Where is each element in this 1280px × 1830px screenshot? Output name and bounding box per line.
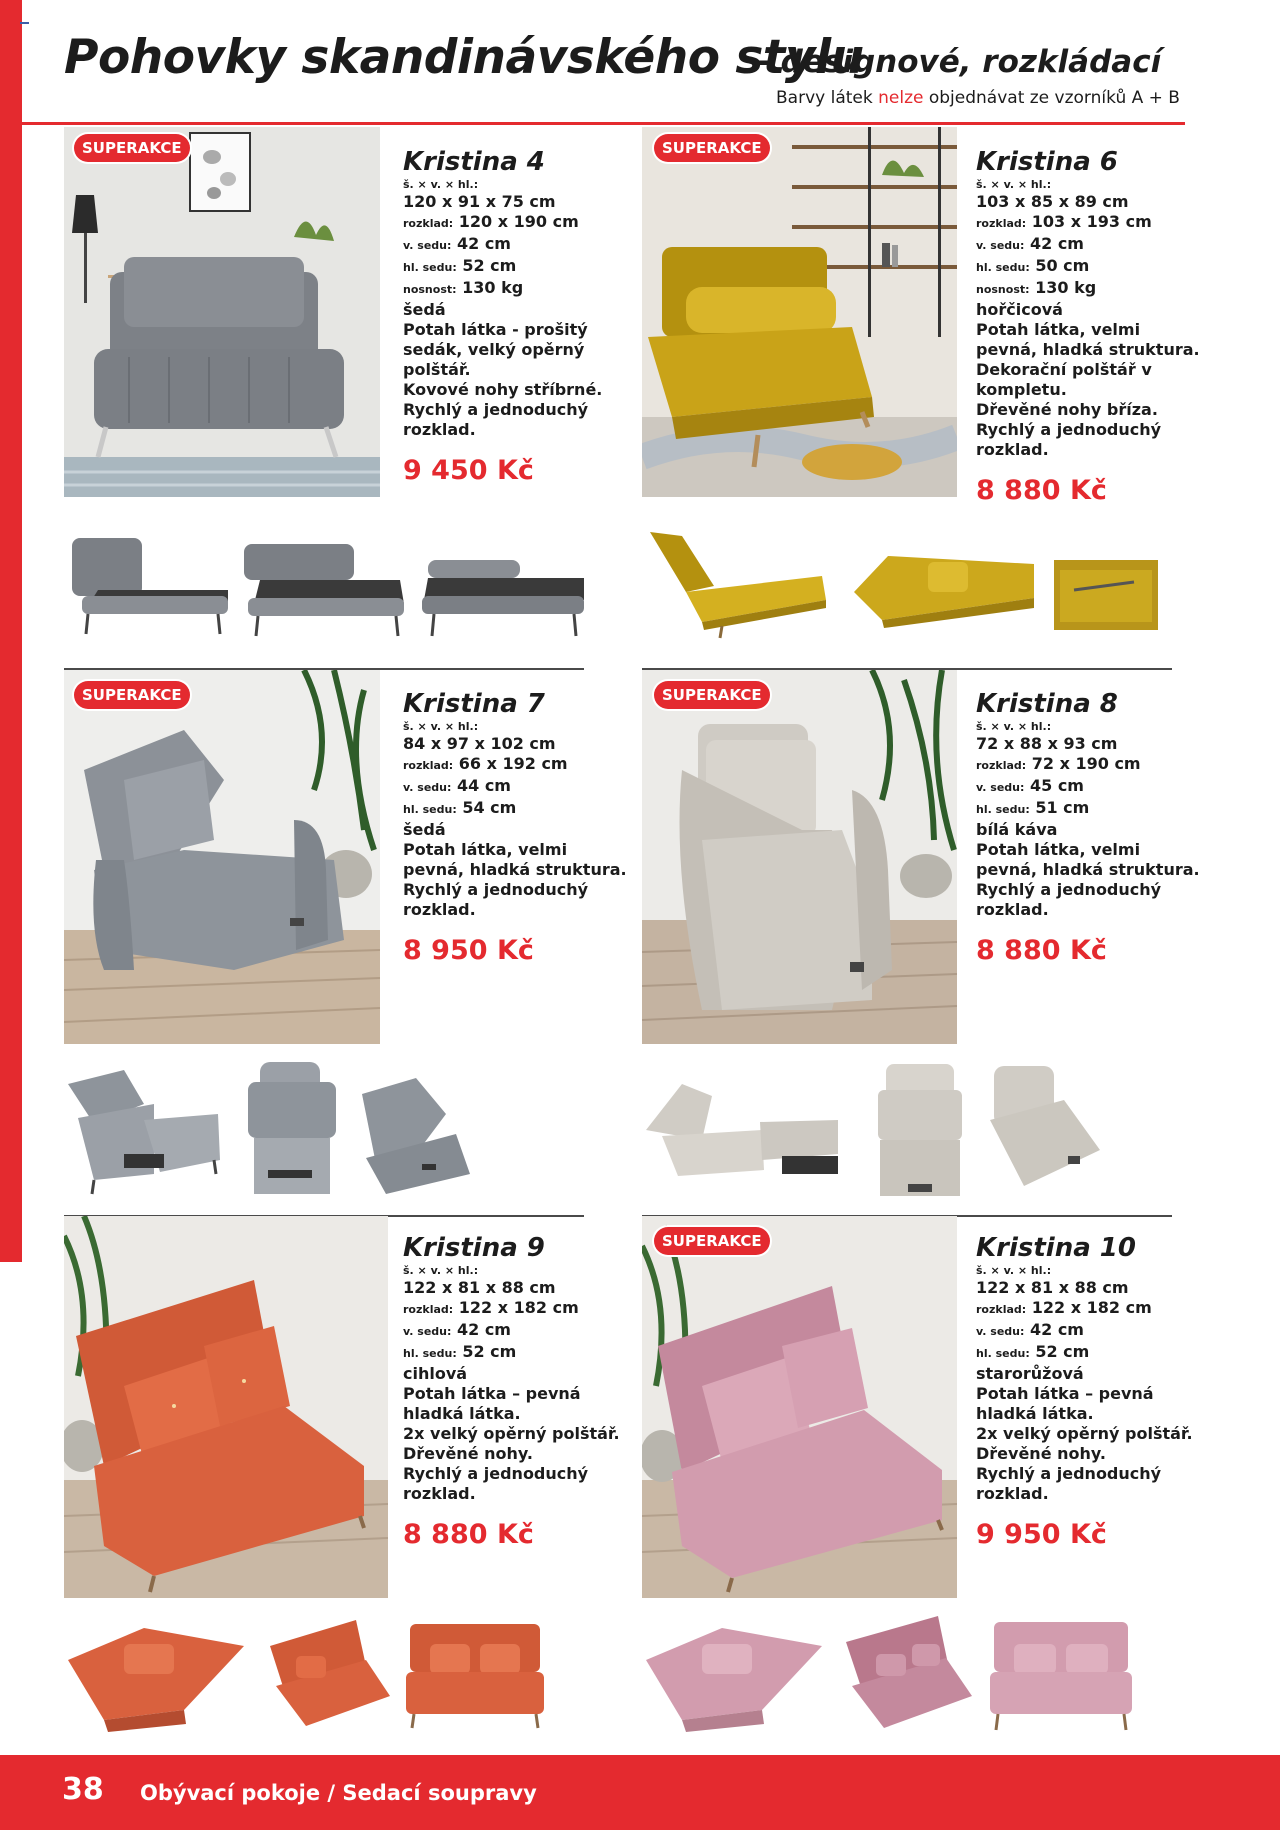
product-thumbnail xyxy=(64,1064,224,1198)
product-thumbnail xyxy=(984,1060,1106,1190)
seat-height-row xyxy=(403,234,633,256)
product-spec xyxy=(403,688,633,968)
load-capacity-row xyxy=(976,278,1206,300)
rozklad-label: rozklad: xyxy=(976,1303,1027,1316)
rozklad-label: rozklad: xyxy=(403,759,454,772)
dims-label: š. × v. × hl.: xyxy=(403,178,479,191)
seat-height-label: v. sedu: xyxy=(976,781,1025,794)
rozklad-value: 120 x 190 cm xyxy=(458,212,579,231)
rozklad-row xyxy=(403,212,633,234)
rozklad-row xyxy=(976,212,1206,234)
seat-depth-value: 50 cm xyxy=(1035,256,1090,275)
product-description: cihlová Potah látka – pevná hladká látka. 2x velký opěrný polštář. Dřevěné nohy. Rychlý a jednoduchý rozklad. xyxy=(403,1364,620,1503)
dims-label: š. × v. × hl.: xyxy=(976,1264,1052,1277)
dims-label: š. × v. × hl.: xyxy=(403,720,479,733)
superakce-badge: SUPERAKCE xyxy=(74,681,190,709)
seat-height-value: 42 cm xyxy=(456,234,511,253)
dims-value: 84 x 97 x 102 cm xyxy=(403,734,556,753)
seat-depth-row xyxy=(403,256,633,278)
product-spec xyxy=(976,688,1206,968)
seat-depth-label: hl. sedu: xyxy=(976,803,1030,816)
rozklad-label: rozklad: xyxy=(976,217,1027,230)
rozklad-label: rozklad: xyxy=(403,1303,454,1316)
seat-depth-label: hl. sedu: xyxy=(403,803,457,816)
dims-value: 72 x 88 x 93 cm xyxy=(976,734,1118,753)
seat-depth-row xyxy=(976,256,1206,278)
seat-height-label: v. sedu: xyxy=(976,1325,1025,1338)
product-thumbnail xyxy=(642,1620,828,1736)
rozklad-value: 122 x 182 cm xyxy=(1031,1298,1152,1317)
seat-height-label: v. sedu: xyxy=(403,1325,452,1338)
note-text: Barvy látek xyxy=(776,88,879,108)
section-title: Obývací pokoje / Sedací soupravy xyxy=(140,1781,537,1805)
product-name: Kristina 4 xyxy=(403,147,545,177)
product-thumbnail xyxy=(240,540,408,640)
product-name: Kristina 7 xyxy=(403,689,545,719)
superakce-badge: SUPERAKCE xyxy=(654,134,770,162)
product-photo xyxy=(64,670,380,1044)
seat-depth-row xyxy=(976,1342,1206,1364)
seat-height-label: v. sedu: xyxy=(403,781,452,794)
load-capacity-value: 130 kg xyxy=(1035,278,1097,297)
product-photo xyxy=(64,127,380,497)
product-thumbnail xyxy=(266,1616,392,1732)
rozklad-row xyxy=(976,1298,1206,1320)
seat-height-value: 44 cm xyxy=(456,776,511,795)
dims-value: 122 x 81 x 88 cm xyxy=(976,1278,1129,1297)
seat-depth-label: hl. sedu: xyxy=(403,261,457,274)
seat-depth-value: 51 cm xyxy=(1035,798,1090,817)
product-description: šedá Potah látka, velmi pevná, hladká struktura. Rychlý a jednoduchý rozklad. xyxy=(403,820,627,919)
seat-height-value: 42 cm xyxy=(1029,1320,1084,1339)
product-thumbnail xyxy=(848,548,1036,628)
product-spec xyxy=(403,1232,633,1552)
note-text-end: objednávat ze vzorníků A + B xyxy=(923,88,1180,108)
product-thumbnail xyxy=(418,556,588,640)
product-spec xyxy=(403,146,633,488)
product-thumbnail xyxy=(642,1080,842,1188)
rozklad-label: rozklad: xyxy=(403,217,454,230)
dims-value: 122 x 81 x 88 cm xyxy=(403,1278,556,1297)
seat-depth-row xyxy=(403,1342,633,1364)
seat-depth-value: 54 cm xyxy=(462,798,517,817)
load-capacity-row xyxy=(403,278,633,300)
product-price: 8 950 Kč xyxy=(403,935,534,966)
seat-height-value: 42 cm xyxy=(456,1320,511,1339)
rozklad-row xyxy=(403,754,633,776)
seat-depth-label: hl. sedu: xyxy=(976,1347,1030,1360)
superakce-badge: SUPERAKCE xyxy=(74,134,190,162)
dims-value: 120 x 91 x 75 cm xyxy=(403,192,556,211)
dims-label: š. × v. × hl.: xyxy=(976,720,1052,733)
rozklad-row xyxy=(403,1298,633,1320)
seat-depth-row xyxy=(976,798,1206,820)
product-price: 8 880 Kč xyxy=(403,1519,534,1550)
seat-height-row xyxy=(976,1320,1206,1342)
product-thumbnail xyxy=(68,530,232,640)
seat-height-label: v. sedu: xyxy=(403,239,452,252)
product-name: Kristina 8 xyxy=(976,689,1118,719)
product-photo xyxy=(642,670,957,1044)
rozklad-value: 72 x 190 cm xyxy=(1031,754,1141,773)
seat-depth-value: 52 cm xyxy=(462,256,517,275)
product-photo xyxy=(642,1216,957,1598)
seat-depth-row xyxy=(403,798,633,820)
product-photo xyxy=(642,127,957,497)
dims-label: š. × v. × hl.: xyxy=(976,178,1052,191)
page-title: Pohovky skandinávského stylu xyxy=(64,30,864,85)
load-capacity-value: 130 kg xyxy=(462,278,524,297)
product-spec xyxy=(976,1232,1206,1552)
product-thumbnail xyxy=(404,1620,546,1732)
product-spec xyxy=(976,146,1206,508)
rozklad-value: 122 x 182 cm xyxy=(458,1298,579,1317)
note-highlight: nelze xyxy=(878,88,924,108)
side-mark xyxy=(20,22,29,24)
seat-height-value: 45 cm xyxy=(1029,776,1084,795)
product-thumbnail xyxy=(842,1612,976,1734)
rozklad-row xyxy=(976,754,1206,776)
load-capacity-label: nosnost: xyxy=(976,283,1030,296)
product-name: Kristina 10 xyxy=(976,1233,1136,1263)
seat-depth-label: hl. sedu: xyxy=(976,261,1030,274)
product-thumbnail xyxy=(64,1620,250,1736)
product-price: 9 450 Kč xyxy=(403,455,534,486)
product-photo xyxy=(64,1216,388,1598)
rozklad-label: rozklad: xyxy=(976,759,1027,772)
product-name: Kristina 9 xyxy=(403,1233,545,1263)
dims-label: š. × v. × hl.: xyxy=(403,1264,479,1277)
fabric-note xyxy=(776,88,1180,108)
product-thumbnail xyxy=(876,1060,964,1200)
product-thumbnail xyxy=(356,1074,476,1198)
seat-height-row xyxy=(976,234,1206,256)
product-price: 8 880 Kč xyxy=(976,475,1107,506)
load-capacity-label: nosnost: xyxy=(403,283,457,296)
seat-height-row xyxy=(403,776,633,798)
product-description: starorůžová Potah látka – pevná hladká látka. 2x velký opěrný polštář. Dřevěné nohy. Rychlý a jednoduchý rozklad. xyxy=(976,1364,1193,1503)
header-rule xyxy=(22,122,1185,125)
product-thumbnail xyxy=(1054,560,1158,630)
side-accent-bar xyxy=(0,0,22,1262)
product-thumbnail xyxy=(244,1058,340,1198)
seat-depth-value: 52 cm xyxy=(1035,1342,1090,1361)
product-description: bílá káva Potah látka, velmi pevná, hladká struktura. Rychlý a jednoduchý rozklad. xyxy=(976,820,1200,919)
seat-height-row xyxy=(403,1320,633,1342)
product-thumbnail xyxy=(988,1618,1134,1734)
product-price: 8 880 Kč xyxy=(976,935,1107,966)
product-price: 9 950 Kč xyxy=(976,1519,1107,1550)
product-name: Kristina 6 xyxy=(976,147,1118,177)
product-description: hořčicová Potah látka, velmi pevná, hladká struktura. Dekorační polštář v kompletu. Dřevěné nohy bříza. Rychlý a jednoduchý rozklad. xyxy=(976,300,1200,459)
seat-height-value: 42 cm xyxy=(1029,234,1084,253)
superakce-badge: SUPERAKCE xyxy=(654,1227,770,1255)
rozklad-value: 103 x 193 cm xyxy=(1031,212,1152,231)
dims-value: 103 x 85 x 89 cm xyxy=(976,192,1129,211)
superakce-badge: SUPERAKCE xyxy=(654,681,770,709)
page-subtitle: - designové, rozkládací xyxy=(757,44,1162,80)
product-description: šedá Potah látka - prošitý sedák, velký opěrný polštář. Kovové nohy stříbrné. Rychlý a jednoduchý rozklad. xyxy=(403,300,603,439)
seat-height-row xyxy=(976,776,1206,798)
product-thumbnail xyxy=(642,526,830,640)
rozklad-value: 66 x 192 cm xyxy=(458,754,568,773)
seat-depth-label: hl. sedu: xyxy=(403,1347,457,1360)
seat-depth-value: 52 cm xyxy=(462,1342,517,1361)
page-number: 38 xyxy=(62,1772,104,1807)
seat-height-label: v. sedu: xyxy=(976,239,1025,252)
